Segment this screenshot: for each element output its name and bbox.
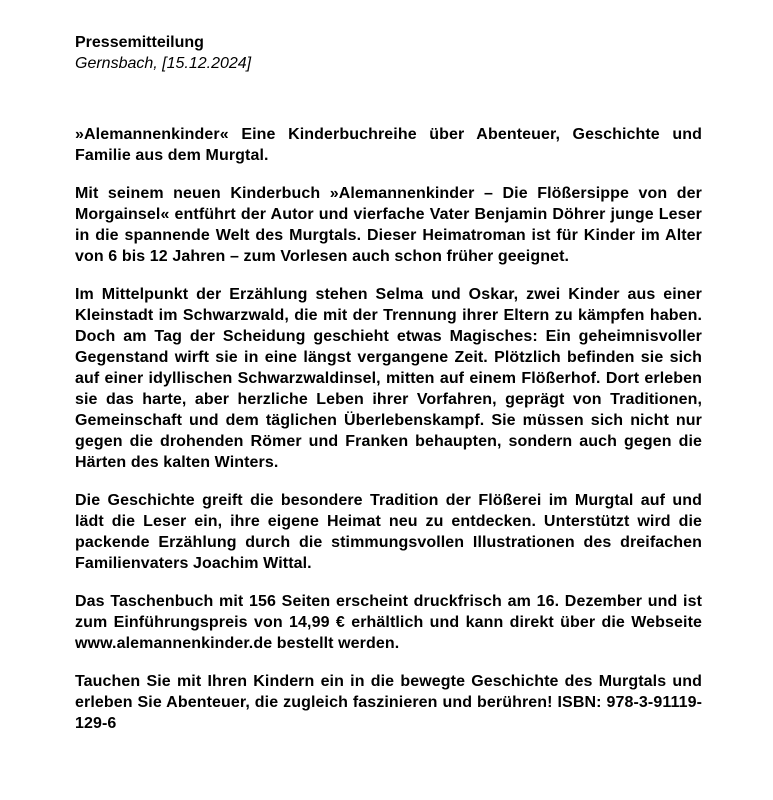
paragraph-story: Im Mittelpunkt der Erzählung stehen Selma und Oskar, zwei Kinder aus einer Kleinstadt im Schwarzwald, die mit der Trennung ihrer Eltern zu kämpfen haben. Doch am Tag der Scheidung geschieht etwas Magisches: Ein geheimnisvoller Gegenstand wirft sie in eine längst vergangene Zeit. Plötzlich befinden sie sich auf einer idyllischen Schwarzwaldinsel, mitten auf einem Flößerhof. Dort erleben sie das harte, aber herzliche Leben ihrer Vorfahren, geprägt von Traditionen, Gemeinschaft und dem täglichen Überlebenskampf. Sie müssen sich nicht nur gegen die drohenden Römer und Franken behaupten, sondern auch gegen die Härten des kalten Winters. (75, 286, 702, 471)
document-body (75, 124, 702, 751)
paragraph-availability: Das Taschenbuch mit 156 Seiten erscheint druckfrisch am 16. Dezember und ist zum Einführungspreis von 14,99 € erhältlich und kann direkt über die Webseite www.alemannenkinder.de bestellt werden. (75, 593, 702, 652)
headline: »Alemannenkinder« Eine Kinderbuchreihe über Abenteuer, Geschichte und Familie aus dem Murgtal. (75, 126, 702, 164)
paragraph-closing: Tauchen Sie mit Ihren Kindern ein in die bewegte Geschichte des Murgtals und erleben Sie Abenteuer, die zugleich faszinieren und berühren! ISBN: 978-3-91119-129-6 (75, 673, 702, 732)
dateline: Gernsbach, [15.12.2024] (75, 55, 252, 72)
document-label: Pressemitteilung (75, 34, 204, 51)
paragraph-tradition: Die Geschichte greift die besondere Tradition der Flößerei im Murgtal auf und lädt die Leser ein, ihre eigene Heimat neu zu entdecken. Unterstützt wird die packende Erzählung durch die stimmungsvollen Illustrationen des dreifachen Familienvaters Joachim Wittal. (75, 492, 702, 572)
paragraph-intro: Mit seinem neuen Kinderbuch »Alemannenkinder – Die Flößersippe von der Morgainsel« entführt der Autor und vierfache Vater Benjamin Döhrer junge Leser in die spannende Welt des Murgtals. Dieser Heimatroman ist für Kinder im Alter von 6 bis 12 Jahren – zum Vorlesen auch schon früher geeignet. (75, 185, 702, 265)
